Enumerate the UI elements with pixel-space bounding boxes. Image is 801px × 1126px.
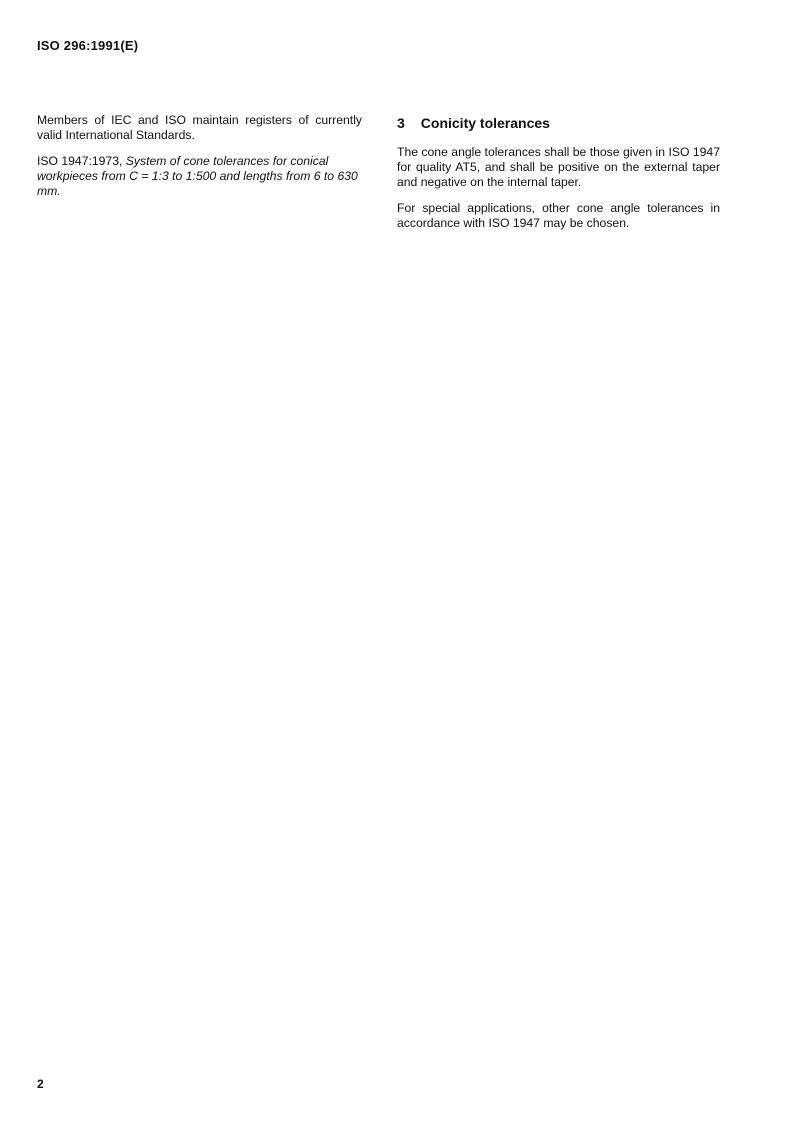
section-number: 3 (397, 115, 405, 131)
section-heading (397, 116, 720, 131)
special-applications-paragraph: For special applications, other cone angle tolerances in accordance with ISO 1947 may be chosen. (397, 201, 720, 230)
tolerance-paragraph: The cone angle tolerances shall be those given in ISO 1947 for quality AT5, and shall be positive on the external taper and negative on the internal taper. (397, 145, 720, 189)
page-number: 2 (37, 1077, 44, 1091)
left-column (37, 113, 362, 210)
right-column (397, 113, 720, 242)
document-id: ISO 296:1991(E) (37, 38, 139, 53)
section-title: Conicity tolerances (420, 115, 550, 131)
reference-number: ISO 1947:1973, (37, 154, 123, 168)
reference-paragraph (37, 154, 362, 199)
reference-title: System of cone tolerances for conical workpieces from C = 1:3 to 1:500 and lengths from 6 to 630 mm. (37, 154, 358, 198)
registers-paragraph: Members of IEC and ISO maintain registers of currently valid International Standards. (37, 113, 362, 142)
